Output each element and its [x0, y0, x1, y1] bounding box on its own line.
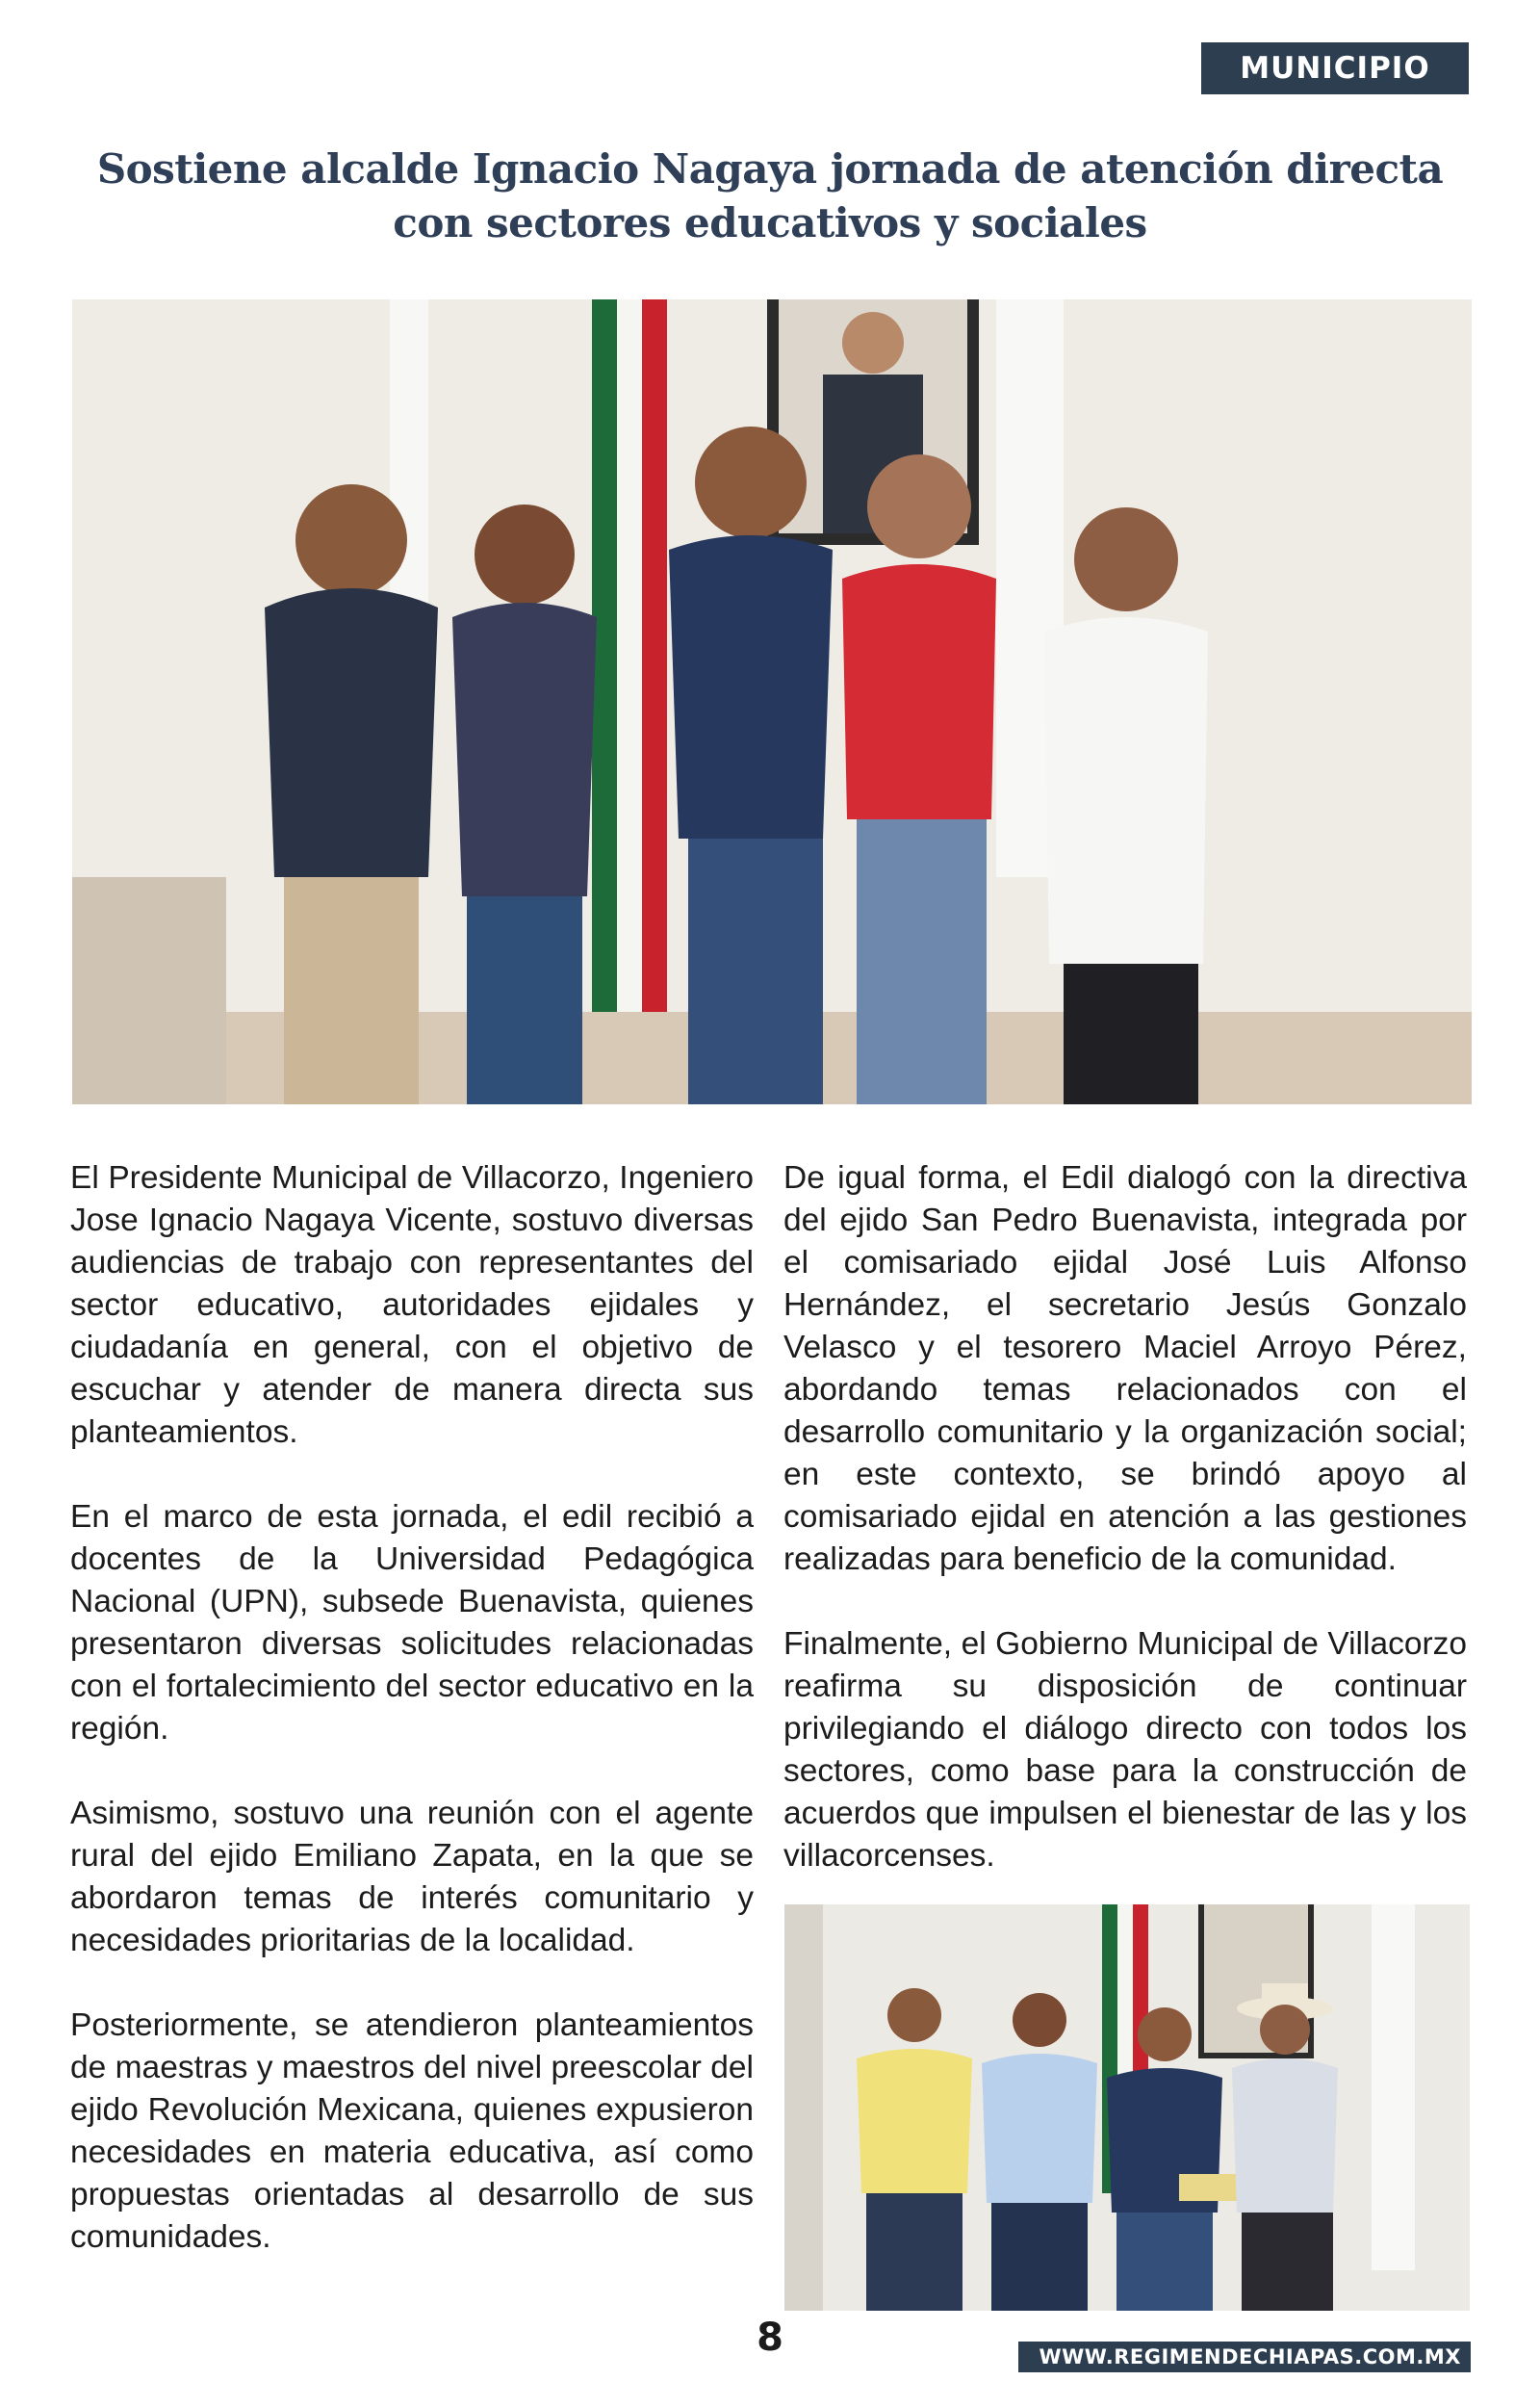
- footer-website-bar: [1018, 2342, 1471, 2372]
- main-photo: [72, 299, 1472, 1104]
- paragraph: El Presidente Municipal de Villacorzo, Ingeniero Jose Ignacio Nagaya Vicente, sostuvo diversas audiencias de trabajo con representantes del sector educativo, autoridades ejidales y ciudadanía en general, con el objetivo de escuchar y atender de manera directa sus planteamientos.: [70, 1160, 754, 1450]
- secondary-photo: [784, 1904, 1470, 2311]
- article-column-right: [783, 1157, 1467, 1920]
- paragraph: De igual forma, el Edil dialogó con la directiva del ejido San Pedro Buenavista, integrada por el comisariado ejidal José Luis Alfonso Hernández, el secretario Jesús Gonzalo Velasco y el tesorero Maciel Arroyo Pérez, abordando temas relacionados con el desarrollo comunitario y la organización social; en este contexto, se brindó apoyo al comisariado ejidal en atención a las gestiones realizadas para beneficio de la comunidad.: [783, 1160, 1467, 1577]
- page-number: 8: [757, 2316, 783, 2360]
- article-column-left: [70, 1157, 754, 2301]
- paragraph: En el marco de esta jornada, el edil recibió a docentes de la Universidad Pedagógica Nacional (UPN), subsede Buenavista, quienes presentaron diversas solicitudes relacionadas con el fortalecimiento del sector educativo en la región.: [70, 1499, 754, 1747]
- paragraph: Posteriormente, se atendieron planteamientos de maestras y maestros del nivel preescolar del ejido Revolución Mexicana, quienes expusieron necesidades en materia educativa, así como propuestas orientadas al desarrollo de sus comunidades.: [70, 2007, 754, 2255]
- section-tag: MUNICIPIO: [1201, 42, 1469, 94]
- paragraph: Finalmente, el Gobierno Municipal de Villacorzo reafirma su disposición de continuar privilegiando el diálogo directo con todos los sectores, como base para la construcción de acuerdos que impulsen el bienestar de las y los villacorcenses.: [783, 1626, 1467, 1874]
- website-link[interactable]: WWW.REGIMENDECHIAPAS.COM.MX: [1039, 2345, 1461, 2368]
- paragraph: Asimismo, sostuvo una reunión con el agente rural del ejido Emiliano Zapata, en la que se abordaron temas de interés comunitario y necesidades prioritarias de la localidad.: [70, 1796, 754, 1958]
- article-headline: Sostiene alcalde Ignacio Nagaya jornada de atención directa con sectores educativos y sociales: [96, 145, 1444, 246]
